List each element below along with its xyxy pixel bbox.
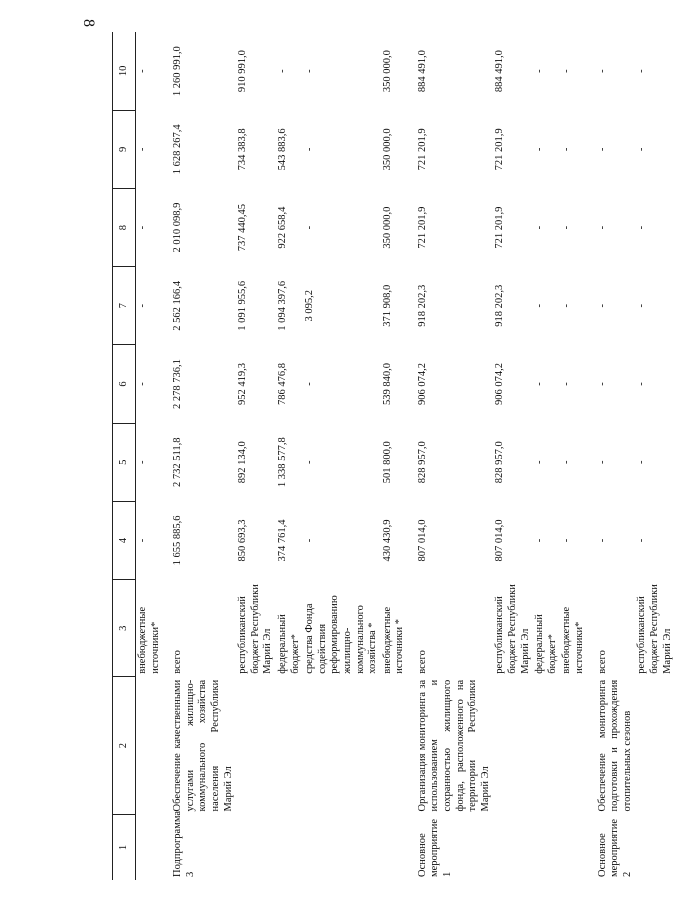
value-cell: - (636, 147, 648, 152)
table-row (493, 32, 533, 880)
table-row (560, 32, 587, 880)
value-cell: - (636, 69, 648, 73)
value-cell: 1 094 397,6 (276, 280, 288, 331)
row-spacer (588, 32, 596, 880)
value-cell: 501 800,0 (381, 441, 393, 484)
value-cell: - (636, 304, 648, 308)
source-cell: всего (416, 650, 428, 674)
value-cell: 350 000,0 (381, 206, 393, 249)
source-cell: внебюджетные источники * (381, 606, 406, 674)
value-cell: 828 957,0 (494, 441, 506, 484)
column-header: 4 (113, 501, 136, 579)
value-cell: - (561, 225, 573, 230)
description-cell: Организация мониторинга за использованием и сохранностью жилищного фонда, расположенного на территории Республики Марий Эл (416, 679, 491, 812)
value-cell: - (636, 382, 648, 386)
value-cell: - (534, 460, 546, 464)
source-cell: средства Фонда содействия реформированию жилищно-коммунального хозяйства * (304, 595, 379, 674)
value-cell: 350 000,0 (381, 128, 393, 171)
table-row (236, 32, 276, 880)
table-row (381, 32, 408, 880)
description-cell (276, 677, 303, 815)
description-cell (381, 677, 408, 815)
value-cell: 543 883,6 (276, 128, 288, 171)
value-cell: - (137, 69, 148, 73)
value-cell: 952 419,3 (237, 363, 249, 406)
value-cell: 350 000,0 (381, 50, 393, 93)
value-cell: - (304, 225, 316, 230)
value-cell: 734 383,8 (237, 128, 249, 171)
value-cell: - (596, 69, 608, 73)
value-cell: - (561, 538, 573, 543)
value-cell: 721 201,9 (416, 128, 428, 171)
section-cell (493, 814, 533, 880)
value-cell: - (561, 460, 573, 464)
value-cell: - (596, 304, 608, 308)
value-cell: 807 014,0 (416, 519, 428, 562)
description-cell (303, 677, 381, 815)
table-body (136, 32, 675, 880)
value-cell: 721 201,9 (416, 206, 428, 249)
value-cell: 2 010 098,9 (172, 202, 184, 253)
value-cell: 918 202,3 (416, 284, 428, 327)
table-row (276, 32, 303, 880)
value-cell: - (137, 304, 148, 308)
value-cell: - (596, 460, 608, 464)
value-cell: - (534, 147, 546, 152)
source-cell: всего (172, 650, 184, 674)
column-header: 9 (113, 110, 136, 188)
value-cell: - (561, 69, 573, 73)
description-cell (635, 677, 675, 815)
section-cell (635, 814, 675, 880)
column-header: 5 (113, 423, 136, 501)
row-spacer (408, 32, 416, 880)
description-cell: Обеспечение мониторинга подготовки и прохождения отопительных сезонов (596, 679, 633, 812)
value-cell: 906 074,2 (494, 363, 506, 406)
value-cell: 1 338 577,8 (276, 437, 288, 488)
section-cell (303, 814, 381, 880)
row-spacer (163, 32, 171, 880)
value-cell: 1 091 955,6 (237, 280, 249, 331)
value-cell: - (304, 538, 316, 543)
value-cell: 786 476,8 (276, 363, 288, 406)
value-cell: - (137, 538, 148, 543)
description-cell (493, 677, 533, 815)
value-cell: 374 761,4 (276, 519, 288, 562)
value-cell: 884 491,0 (416, 50, 428, 93)
value-cell: 884 491,0 (494, 50, 506, 93)
section-cell (136, 814, 164, 880)
value-cell: - (561, 147, 573, 152)
column-header: 1 (113, 814, 136, 880)
section-cell (560, 814, 587, 880)
value-cell: - (534, 538, 546, 543)
value-cell: - (596, 147, 608, 152)
value-cell: 807 014,0 (494, 519, 506, 562)
description-cell (136, 677, 164, 815)
value-cell: 721 201,9 (494, 206, 506, 249)
value-cell: - (636, 460, 648, 464)
value-cell: - (636, 538, 648, 543)
header-row (113, 32, 136, 880)
value-cell: 2 562 166,4 (172, 280, 184, 331)
table-row (136, 32, 164, 880)
column-header: 3 (113, 580, 136, 677)
table-row (635, 32, 675, 880)
section-cell (381, 814, 408, 880)
value-cell: 1 260 991,0 (172, 46, 184, 97)
table-row (533, 32, 560, 880)
value-cell: 918 202,3 (494, 284, 506, 327)
table-row (171, 32, 236, 880)
column-header: 7 (113, 267, 136, 345)
value-cell: 430 430,9 (381, 519, 393, 562)
value-cell: - (596, 538, 608, 543)
table-row (416, 32, 494, 880)
value-cell: 828 957,0 (416, 441, 428, 484)
value-cell: - (304, 69, 316, 73)
source-cell: всего (596, 650, 608, 674)
value-cell: - (534, 382, 546, 386)
value-cell: - (636, 225, 648, 230)
value-cell: - (534, 225, 546, 230)
section-cell: Основное мероприятие 2 (596, 819, 633, 877)
value-cell: - (304, 382, 316, 386)
value-cell: - (137, 147, 148, 152)
page-number: 8 (80, 19, 97, 27)
value-cell: - (561, 304, 573, 308)
value-cell: 2 732 511,8 (172, 437, 184, 487)
column-header: 6 (113, 345, 136, 423)
source-cell: республиканский бюджет Республики Марий Эл (494, 584, 531, 674)
value-cell: 539 840,0 (381, 363, 393, 406)
value-cell: - (137, 382, 148, 386)
value-cell: 892 134,0 (237, 441, 249, 484)
value-cell: 906 074,2 (416, 363, 428, 406)
value-cell: 922 658,4 (276, 206, 288, 249)
column-header: 2 (113, 677, 136, 815)
value-cell: - (304, 460, 316, 464)
value-cell: 1 628 267,4 (172, 124, 184, 175)
source-cell: внебюджетные источники* (561, 606, 585, 674)
source-cell: республиканский бюджет Республики Марий Эл (237, 584, 274, 674)
value-cell: 737 440,45 (237, 203, 249, 252)
value-cell: - (137, 460, 148, 464)
description-cell (533, 677, 560, 815)
table-row (303, 32, 381, 880)
description-cell (236, 677, 276, 815)
section-cell: Подпрограмма 3 (172, 810, 196, 877)
section-cell (533, 814, 560, 880)
value-cell: 3 095,2 (304, 290, 316, 322)
value-cell: 850 693,3 (237, 519, 249, 562)
section-cell: Основное мероприятие 1 (416, 819, 454, 877)
section-cell (276, 814, 303, 880)
source-cell: внебюджетные источники* (137, 606, 161, 674)
value-cell: 1 655 885,6 (172, 515, 184, 566)
source-cell: федеральный бюджет* (276, 614, 301, 674)
column-header: 8 (113, 188, 136, 266)
source-cell: республиканский бюджет Республики Марий Эл (636, 584, 673, 674)
value-cell: - (534, 304, 546, 308)
value-cell: - (534, 69, 546, 73)
value-cell: 721 201,9 (494, 128, 506, 171)
value-cell: - (596, 382, 608, 386)
section-cell (236, 814, 276, 880)
column-header: 10 (113, 32, 136, 110)
funding-table (112, 32, 675, 880)
rotated-table-page (112, 32, 673, 880)
description-cell: Обеспечение качественными услугами жилищно-коммунального хозяйства населения Республики Марий Эл (172, 679, 234, 812)
value-cell: 2 278 736,1 (172, 359, 184, 409)
value-cell: - (561, 382, 573, 386)
value-cell: 910 991,0 (237, 50, 249, 93)
value-cell: - (304, 147, 316, 152)
value-cell: - (596, 225, 608, 230)
value-cell: - (276, 69, 288, 73)
table-row (596, 32, 636, 880)
value-cell: 371 908,0 (381, 284, 393, 327)
source-cell: федеральный бюджет* (534, 614, 558, 674)
value-cell: - (137, 225, 148, 230)
description-cell (560, 677, 587, 815)
